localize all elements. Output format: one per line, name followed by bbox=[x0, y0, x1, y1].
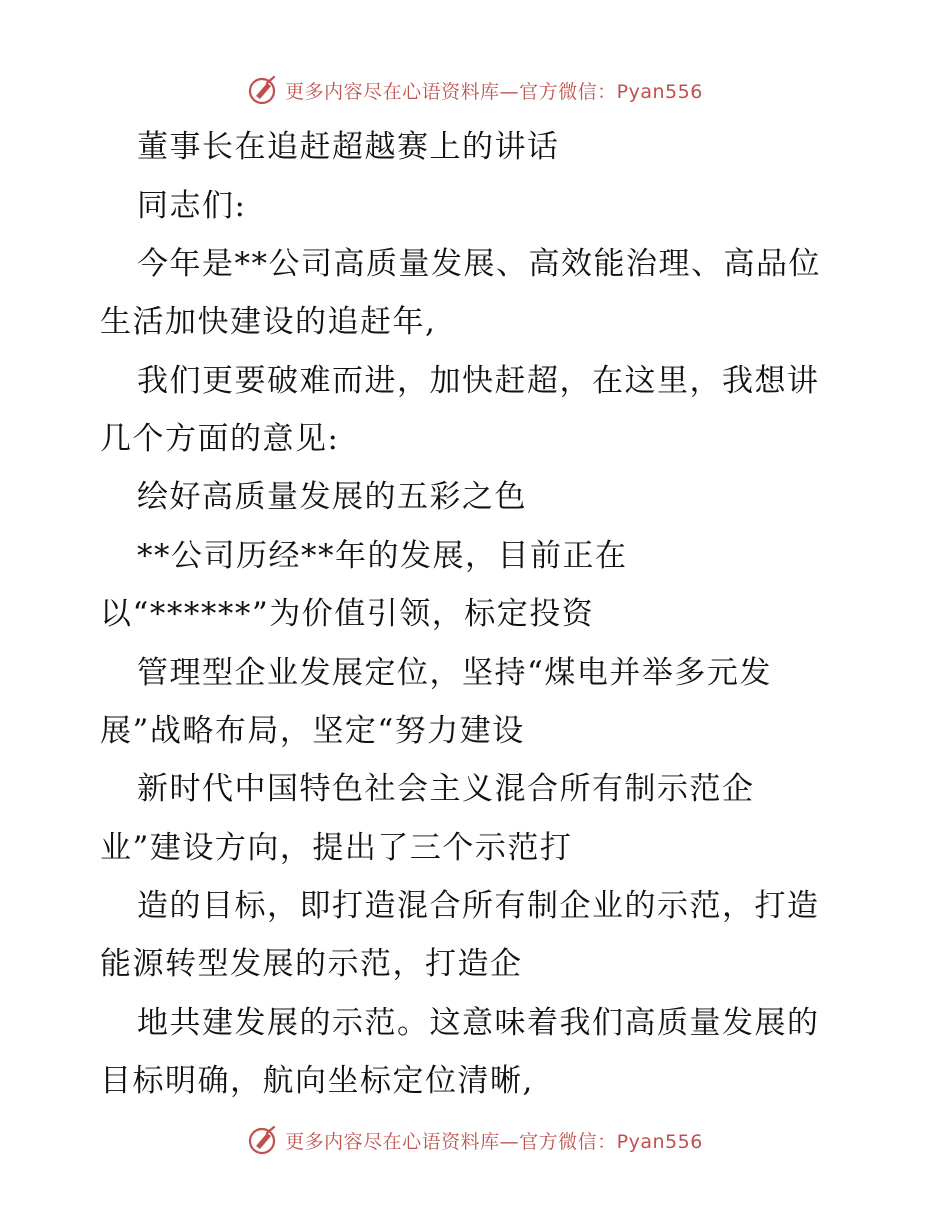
salutation: 同志们: bbox=[137, 188, 247, 224]
paragraph-line: 我们更要破难而进，加快赶超，在这里，我想讲 bbox=[137, 363, 820, 399]
paragraph-line: 生活加快建设的追赶年, bbox=[100, 304, 437, 340]
paragraph-line: 今年是**公司高质量发展、高效能治理、高品位 bbox=[137, 246, 821, 282]
header-watermark bbox=[0, 70, 950, 110]
paragraph-line: 能源转型发展的示范，打造企 bbox=[100, 946, 523, 982]
paragraph-line: 以“******”为价值引领，标定投资 bbox=[100, 596, 595, 632]
document-title: 董事长在追赶超越赛上的讲话 bbox=[137, 129, 560, 165]
paragraph-line: 业”建设方向，提出了三个示范打 bbox=[100, 830, 573, 866]
paragraph-line: 造的目标，即打造混合所有制企业的示范，打造 bbox=[137, 888, 820, 924]
paragraph-line: 地共建发展的示范。这意味着我们高质量发展的 bbox=[137, 1005, 820, 1041]
watermark-text: 更多内容尽在心语资料库—官方微信：Pyan556 bbox=[285, 1130, 703, 1153]
pen-logo-icon bbox=[247, 74, 279, 106]
watermark-text: 更多内容尽在心语资料库—官方微信：Pyan556 bbox=[285, 80, 703, 103]
footer-watermark bbox=[0, 1120, 950, 1160]
paragraph-line: **公司历经**年的发展，目前正在 bbox=[137, 538, 628, 574]
paragraph-line: 展”战略布局，坚定“努力建设 bbox=[100, 713, 525, 749]
paragraph-line: 管理型企业发展定位，坚持“煤电并举多元发 bbox=[137, 655, 772, 691]
paragraph-line: 目标明确，航向坐标定位清晰, bbox=[100, 1063, 534, 1099]
pen-logo-icon bbox=[247, 1124, 279, 1156]
section-heading: 绘好高质量发展的五彩之色 bbox=[137, 479, 527, 515]
paragraph-line: 几个方面的意见: bbox=[100, 421, 340, 457]
paragraph-line: 新时代中国特色社会主义混合所有制示范企 bbox=[137, 771, 755, 807]
